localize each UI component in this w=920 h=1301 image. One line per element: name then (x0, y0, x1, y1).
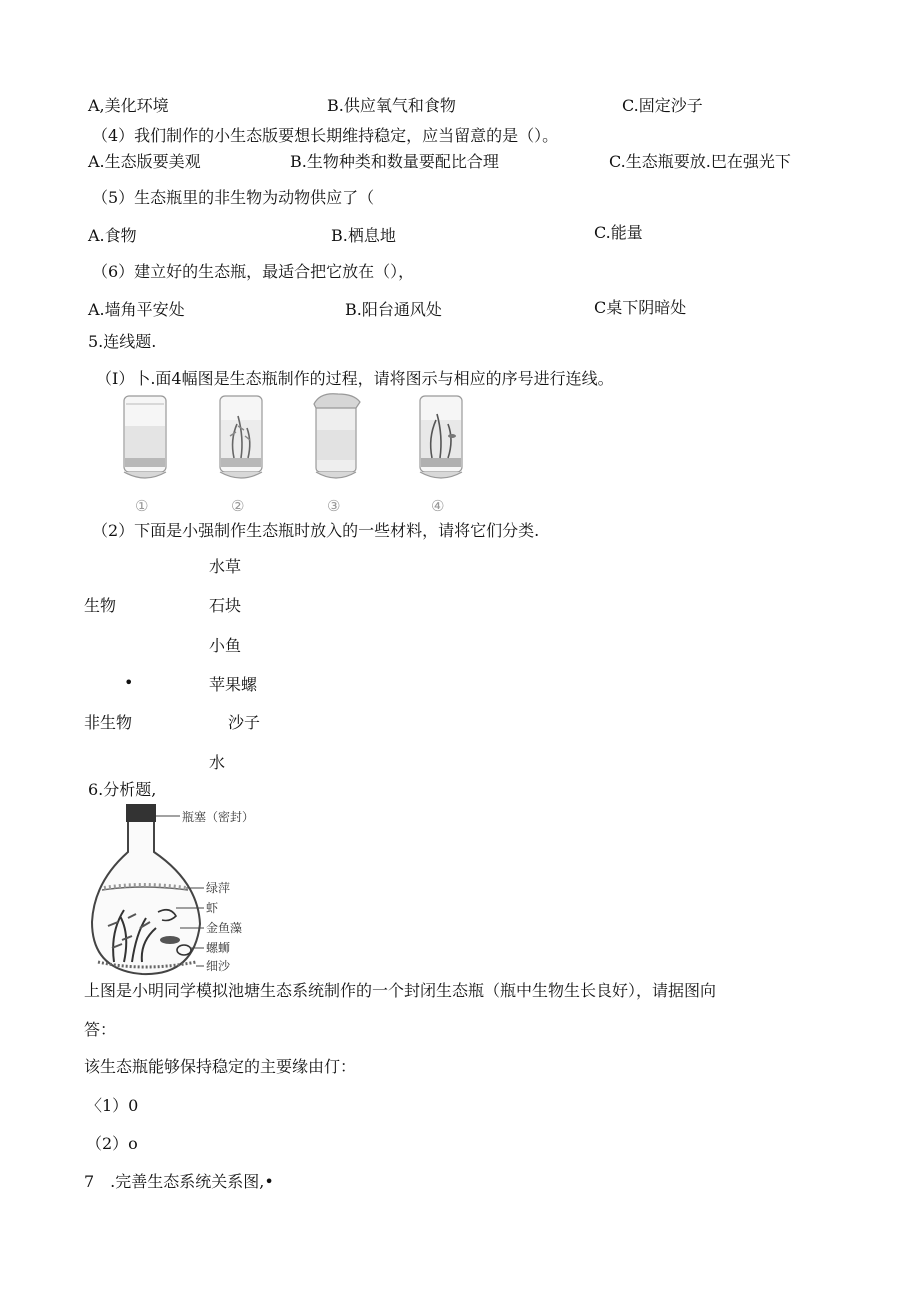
item-sand: 沙子 (228, 713, 261, 732)
q3-option-a: A,美化环境 (88, 96, 169, 115)
label-duckweed: 绿萍 (206, 881, 231, 895)
bottle-outline-icon (92, 822, 200, 974)
stopper-icon (126, 804, 156, 822)
q5-option-b: B.栖息地 (331, 226, 396, 245)
q6-option-a: A.墙角平安处 (88, 300, 185, 319)
q4-option-b: B.生物种类和数量要配比合理 (290, 152, 499, 171)
jar-4-icon (420, 396, 462, 478)
jar-label-3: ③ (327, 497, 341, 515)
q6-option-c: C桌下阴暗处 (594, 298, 687, 317)
category-nonliving: 非生物 (84, 713, 133, 732)
jar-3-icon (314, 394, 360, 478)
q6-option-b: B.阳台通风处 (345, 300, 442, 319)
q3-option-b: B.供应氧气和食物 (327, 96, 456, 115)
q4-option-c: C.生态瓶要放.巴在强光下 (609, 152, 791, 171)
section6-title: 6.分析题, (88, 780, 157, 799)
q5-option-a: A.食物 (88, 226, 137, 245)
label-stopper: 瓶塞（密封） (182, 810, 255, 824)
item-water-plant: 水草 (209, 557, 242, 576)
q3-option-c: C.固定沙子 (622, 96, 703, 115)
label-shrimp: 虾 (206, 901, 219, 915)
section5-part1: （I）卜.面4幅图是生态瓶制作的过程，请将图示与相应的序号进行连线。 (96, 369, 614, 388)
sealed-bottle-figure (84, 802, 284, 980)
section5-title: 5.连线题. (88, 332, 157, 351)
jar-label-4: ④ (431, 497, 445, 515)
section6-answer-2: （2）o (86, 1134, 138, 1153)
label-sand: 细沙 (206, 959, 231, 973)
label-hornwort: 金鱼藻 (206, 921, 243, 935)
section6-answer-1: 〈1）0 (86, 1096, 139, 1115)
item-water: 水 (209, 753, 226, 772)
label-snail: 螺蛳 (206, 941, 231, 955)
jar-label-2: ② (231, 497, 245, 515)
section5-part2: （2）下面是小强制作生态瓶时放入的一些材料，请将它们分类. (92, 521, 540, 540)
item-stone: 石块 (209, 596, 242, 615)
section7-title: 7 .完善生态系统关系图,• (84, 1172, 274, 1191)
q6-stem: （6）建立好的生态瓶，最适合把它放在（）， (92, 262, 415, 281)
bullet-mark: • (124, 673, 134, 692)
jar-label-1: ① (135, 497, 149, 515)
fish-icon (160, 936, 180, 944)
q4-option-a: A.生态版要美观 (88, 152, 201, 171)
q5-stem: （5）生态瓶里的非生物为动物供应了（ (92, 188, 375, 207)
category-living: 生物 (84, 596, 117, 615)
section6-desc-line1: 上图是小明同学模拟池塘生态系统制作的一个封闭生态瓶（瓶中生物生长良好），请据图向 (84, 981, 717, 1000)
item-small-fish: 小鱼 (209, 636, 242, 655)
q4-stem: （4）我们制作的小生态版要想长期维持稳定，应当留意的是（）。 (92, 126, 559, 145)
item-apple-snail: 苹果螺 (209, 675, 258, 694)
jar-sequence-figure (110, 390, 470, 518)
jar-2-icon (220, 396, 262, 478)
section6-reason: 该生态瓶能够保持稳定的主要缘由仃： (84, 1057, 357, 1076)
section6-desc-line2: 答： (84, 1020, 117, 1039)
jar-1-icon (124, 396, 166, 478)
q5-option-c: C.能量 (594, 223, 643, 242)
